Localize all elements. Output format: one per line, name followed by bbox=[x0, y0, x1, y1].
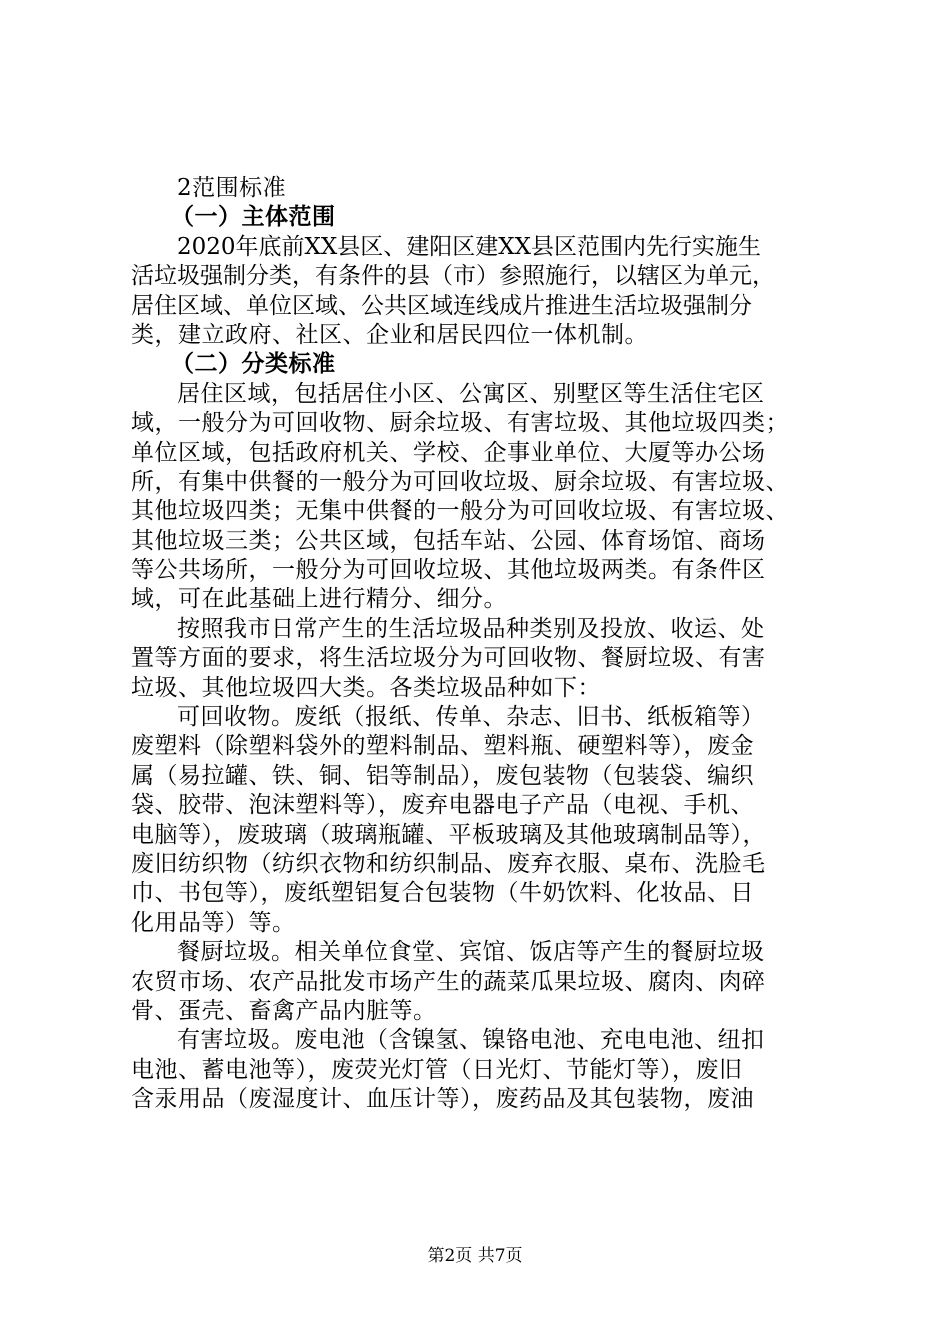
paragraph-line: 废塑料（除塑料袋外的塑料制品、塑料瓶、硬塑料等），废金 bbox=[131, 733, 754, 760]
section-title: 2范围标准 bbox=[177, 175, 287, 201]
paragraph-line: 其他垃圾三类；公共区域，包括车站、公园、体育场馆、商场 bbox=[131, 527, 766, 554]
paragraph-line: 所，有集中供餐的一般分为可回收垃圾、厨余垃圾、有害垃圾、 bbox=[131, 468, 789, 495]
paragraph-line: 电脑等），废玻璃（玻璃瓶罐、平板玻璃及其他玻璃制品等）， bbox=[131, 821, 766, 848]
paragraph-line: 域，可在此基础上进行精分、细分。 bbox=[131, 586, 507, 613]
paragraph-line: 垃圾、其他垃圾四大类。各类垃圾品种如下： bbox=[131, 674, 601, 701]
paragraph-line: 袋、胶带、泡沫塑料等），废弃电器电子产品（电视、手机、 bbox=[131, 792, 754, 819]
paragraph-categories bbox=[131, 615, 834, 703]
paragraph-line: 单位区域，包括政府机关、学校、企事业单位、大厦等办公场 bbox=[131, 439, 766, 466]
page-number: 第2页 共7页 bbox=[427, 1246, 523, 1266]
paragraph-line: 巾、书包等），废纸塑铝复合包装物（牛奶饮料、化妆品、日 bbox=[131, 880, 754, 907]
document-body bbox=[131, 174, 834, 1115]
paragraph-line: 等公共场所，一般分为可回收垃圾、其他垃圾两类。有条件区 bbox=[131, 557, 766, 584]
paragraph-line: 居住区域、单位区域、公共区域连线成片推进生活垃圾强制分 bbox=[131, 292, 752, 319]
paragraph-line: 可回收物。废纸（报纸、传单、杂志、旧书、纸板箱等） bbox=[177, 704, 765, 731]
page-footer bbox=[0, 1241, 950, 1266]
paragraph-line: 有害垃圾。废电池（含镍氢、镍铬电池、充电电池、纽扣 bbox=[177, 1027, 765, 1054]
paragraph-line: 居住区域，包括居住小区、公寓区、别墅区等生活住宅区 bbox=[177, 380, 765, 407]
paragraph-line: 农贸市场、农产品批发市场产生的蔬菜瓜果垃圾、腐肉、肉碎 bbox=[131, 968, 766, 995]
paragraph-line: 按照我市日常产生的生活垃圾品种类别及投放、收运、处 bbox=[177, 615, 765, 642]
paragraph-line: 含汞用品（废湿度计、血压计等），废药品及其包装物，废油 bbox=[131, 1086, 754, 1113]
subsection-heading-standard: （二）分类标准 bbox=[171, 351, 336, 378]
paragraph-line: 电池、蓄电池等），废荧光灯管（日光灯、节能灯等），废旧 bbox=[131, 1056, 743, 1083]
paragraph-line: 2020年底前XX县区、建阳区建XX县区范围内先行实施生 bbox=[177, 233, 762, 260]
paragraph-kitchen-waste bbox=[131, 938, 834, 1026]
subsection-heading-scope: （一）主体范围 bbox=[171, 204, 336, 231]
paragraph-line: 置等方面的要求，将生活垃圾分为可回收物、餐厨垃圾、有害 bbox=[131, 645, 766, 672]
paragraph-line: 域，一般分为可回收物、厨余垃圾、有害垃圾、其他垃圾四类； bbox=[131, 410, 789, 437]
paragraph-line: 属（易拉罐、铁、铜、铝等制品），废包装物（包装袋、编织 bbox=[131, 762, 754, 789]
paragraph-line: 活垃圾强制分类，有条件的县（市）参照施行，以辖区为单元， bbox=[131, 263, 775, 290]
paragraph-recyclables bbox=[131, 703, 834, 938]
paragraph-line: 类，建立政府、社区、企业和居民四位一体机制。 bbox=[131, 321, 648, 348]
paragraph-line: 其他垃圾四类；无集中供餐的一般分为可回收垃圾、有害垃圾、 bbox=[131, 498, 789, 525]
paragraph-line: 化用品等）等。 bbox=[131, 909, 296, 936]
paragraph-hazardous bbox=[131, 1026, 834, 1114]
paragraph-line: 废旧纺织物（纺织衣物和纺织制品、废弃衣服、桌布、洗脸毛 bbox=[131, 850, 766, 877]
paragraph-line: 餐厨垃圾。相关单位食堂、宾馆、饭店等产生的餐厨垃圾 bbox=[177, 939, 765, 966]
paragraph-scope bbox=[131, 233, 834, 351]
paragraph-areas bbox=[131, 380, 834, 615]
paragraph-line: 骨、蛋壳、畜禽产品内脏等。 bbox=[131, 997, 437, 1024]
